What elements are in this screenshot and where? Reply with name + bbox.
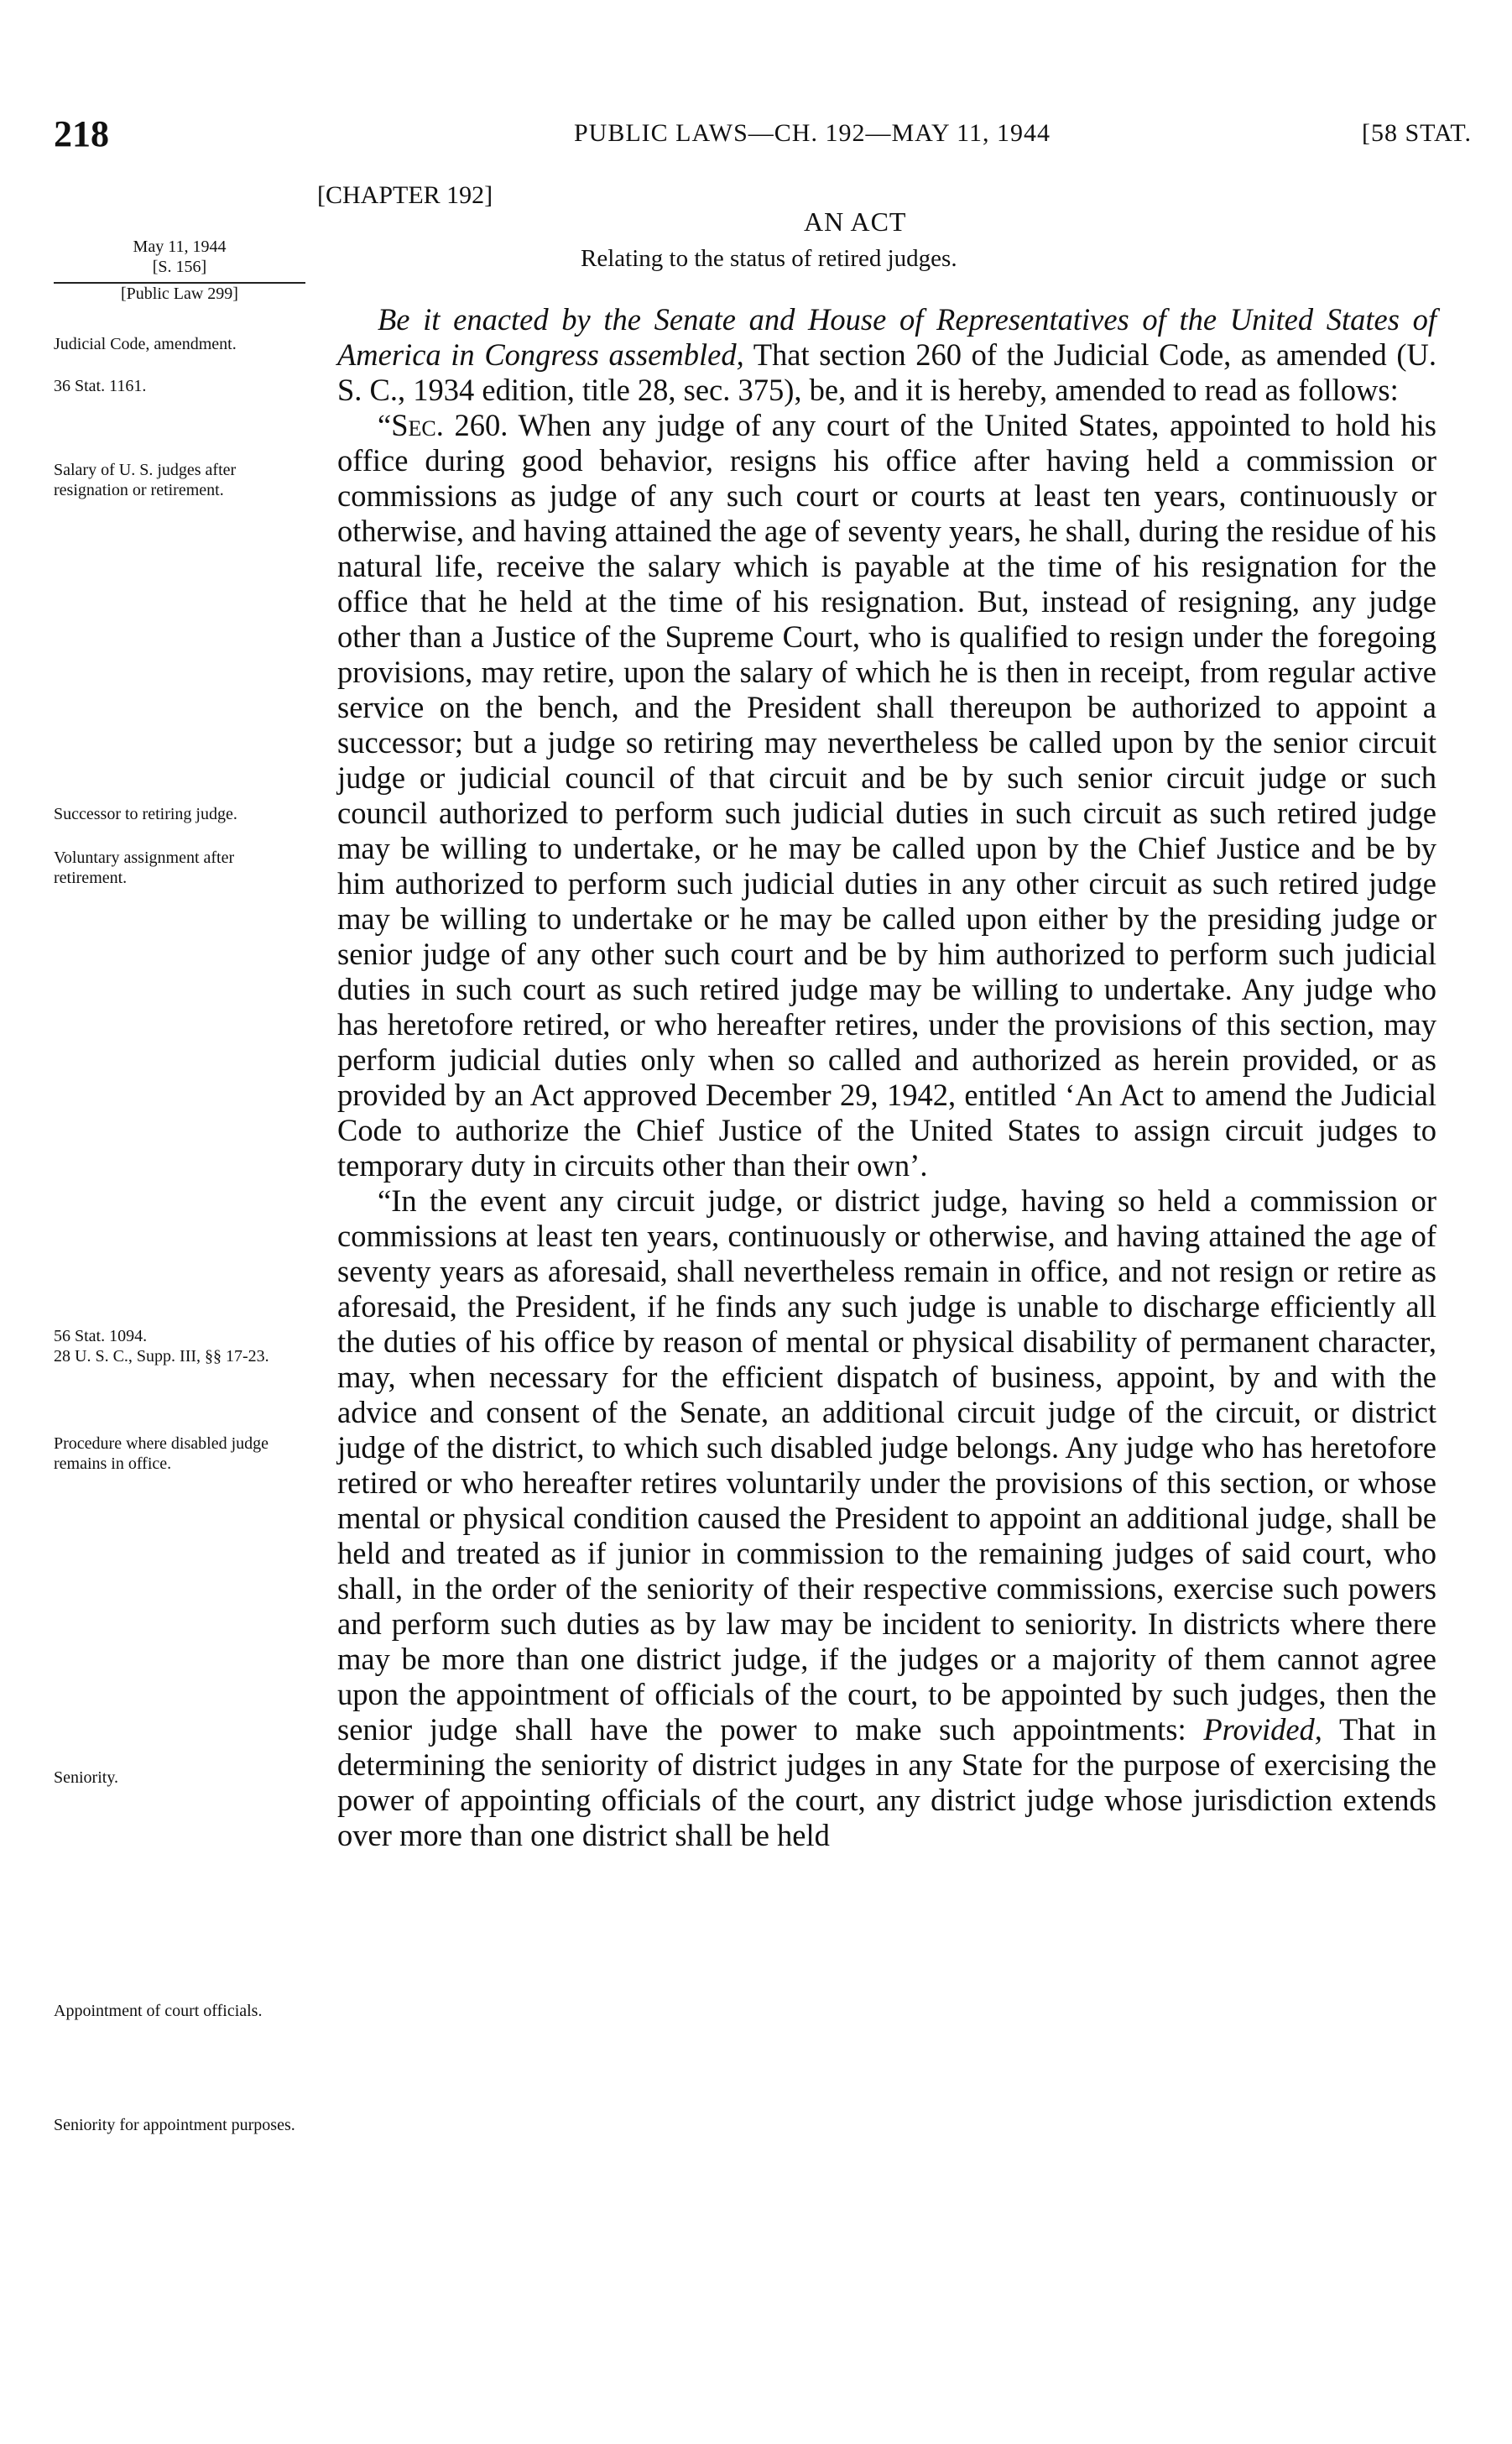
margin-note: Seniority. (54, 1768, 119, 1787)
page-number: 218 (54, 113, 109, 154)
act-body (337, 302, 1436, 1853)
enacting-formula: Be it enacted by the Senate and House of Representatives of the United States of America in Congress assembled, (337, 302, 1436, 372)
section-260-paragraph-1 (337, 408, 1436, 1183)
running-title: PUBLIC LAWS—CH. 192—MAY 11, 1944 (574, 119, 1051, 147)
act-title: AN ACT (804, 206, 907, 237)
margin-bill: [S. 156] (152, 258, 207, 276)
margin-note: 28 U. S. C., Supp. III, §§ 17-23. (54, 1347, 269, 1366)
margin-note: 36 Stat. 1161. (54, 377, 147, 395)
provided-label: Provided, (1203, 1712, 1322, 1747)
paragraph-2-end: That in determining the seniority of district judges in any State for the purpose of exercising the power of appointing officials of the court, any district judge whose jurisdiction extends over more than one district shall be held (337, 1712, 1436, 1852)
statute-reference: [58 STAT. (1361, 119, 1472, 147)
margin-note: Judicial Code, amendment. (54, 335, 237, 353)
section-260-paragraph-2 (337, 1183, 1436, 1853)
margin-note: 56 Stat. 1094. (54, 1327, 148, 1345)
margin-public-law-text: [Public Law 299] (121, 285, 238, 303)
paragraph-1-text: 260. When any judge of any court of the United States, appointed to hold his office during good behavior, resigns his office after having held a commission or commissions as judge of any such court or courts at least ten years, continuously or otherwise, and having attained the age of seventy years, he shall, during the residue of his natural life, receive the salary which is payable at the time of his resignation for the office that he held at the time of his resignation. But, instead of resigning, any judge other than a Justice of the Supreme Court, who is qualified to resign under the foregoing provisions, may retire, upon the salary of which he is then in receipt, from regular active service on the bench, and the President shall thereupon be authorized to appoint a successor; but a judge so retiring may nevertheless be called upon by the senior circuit judge or judicial council of that circuit and be by such senior circuit judge or such council authorized to perform such judicial duties in such circuit as such retired judge may be willing to undertake, or he may be called upon by the Chief Justice and be by him authorized to perform such judicial duties in any other circuit as such retired judge may be willing to undertake or he may be called upon either by the presiding judge or senior judge of any other such court and be by him authorized to perform such judicial duties in such court as such retired judge may be willing to undertake. Any judge who has heretofore retired, or who hereafter retires, under the provisions of this section, may perform judicial duties only when so called and authorized as herein provided, or as provided by an Act approved December 29, 1942, entitled ‘An Act to amend the Judicial Code to authorize the Chief Justice of the United States to assign circuit judges to temporary duty in circuits other than their own’. (337, 408, 1436, 1183)
margin-note: Procedure where disabled judge remains in office. (54, 1434, 269, 1473)
margin-note: Successor to retiring judge. (54, 805, 237, 823)
enacting-rest: That section 260 of the Judicial Code, as amended (U. S. C., 1934 edition, title 28, sec. 375), be, and it is hereby, amended to read as follows: (337, 337, 1436, 407)
margin-note: Appointment of court officials. (54, 2002, 263, 2020)
paragraph-2-text: “In the event any circuit judge, or district judge, having so held a commission or commissions at least ten years, continuously or otherwise, and having attained the age of seventy years as aforesaid, shall nevertheless remain in office, and not resign or retire as aforesaid, the President, if he finds any such judge is unable to discharge efficiently all the duties of his office by reason of mental or physical disability of permanent character, may, when necessary for the efficient dispatch of business, appoint, by and with the advice and consent of the Senate, an additional circuit judge of the circuit, or district judge of the district, to which such disabled judge belongs. Any judge who has heretofore retired or who hereafter retires voluntarily under the provisions of this section, or whose mental or physical condition caused the President to appoint an additional judge, shall be held and treated as if junior in commission to the remaining judges of said court, who shall, in the order of the seniority of their respective commissions, exercise such powers and perform such duties as by law may be incident to seniority. In districts where there may be more than one district judge, if the judges or a majority of them cannot agree upon the appointment of officials of the court, to be appointed by such judges, then the senior judge shall have the power to make such appointments: (337, 1183, 1436, 1747)
section-label: “Sec. (378, 408, 444, 442)
margin-date: May 11, 1944 (133, 238, 227, 256)
margin-note: Voluntary assignment after retirement. (54, 849, 235, 887)
act-description: Relating to the status of retired judges. (581, 245, 957, 272)
margin-rule (54, 282, 305, 284)
margin-note: Seniority for appointment purposes. (54, 2116, 295, 2134)
page-header (54, 112, 1472, 163)
chapter-label: [CHAPTER 192] (317, 181, 493, 209)
margin-note: Salary of U. S. judges after resignation or retirement. (54, 461, 237, 499)
margin-public-law (54, 279, 305, 304)
enacting-clause (337, 302, 1436, 408)
